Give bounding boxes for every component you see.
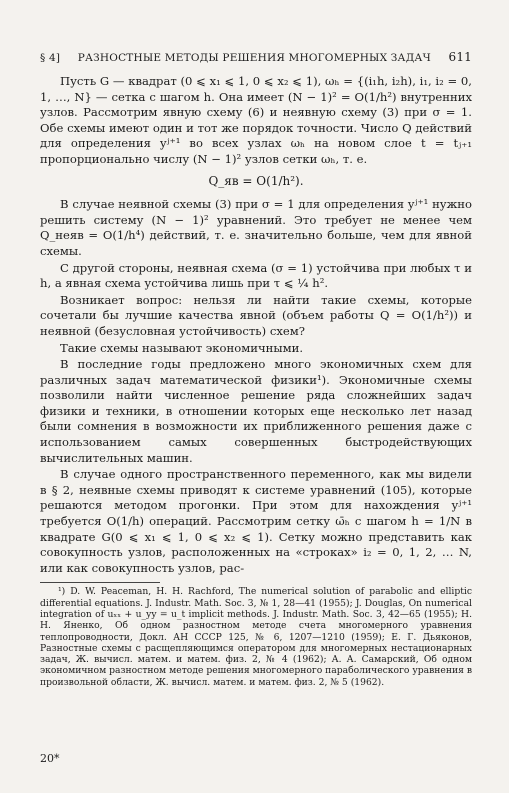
section-mark: § 4] xyxy=(40,52,61,64)
running-title: РАЗНОСТНЫЕ МЕТОДЫ РЕШЕНИЯ МНОГОМЕРНЫХ ЗАДАЧ xyxy=(77,52,431,64)
footnote: ¹) D. W. Peaceman, H. H. Rachford, The numerical solution of parabolic and elliptic differential equations. J. Industr. Math. Soc. 3, № 1, 28—41 (1955); J. Douglas, On numerical integration of uₓₓ + u_yy = u_t implicit methods. J. Industr. Math. Soc. 3, 42—65 (1955); Н. Н. Яненко, Об одном разностном методе счета многомерного уравнения теплопроводности, Докл. АН СССР 125, № 6, 1207—1210 (1959); Е. Г. Дьяконов, Разностные схемы с расщепляющимся оператором для многомерных нестационарных задач, Ж. вычисл. матем. и матем. физ. 2, № 4 (1962); А. А. Самарский, Об одном экономичном разностном методе решения многомерного параболического уравнения в произвольной области, Ж. вычисл. матем. и матем. физ. 2, № 5 (1962). xyxy=(40,586,472,688)
paragraph: Возникает вопрос: нельзя ли найти такие схемы, которые сочетали бы лучшие качества явной (объем работы Q = O(1/h²)) и неявной (безусловная устойчивость) схем? xyxy=(40,292,472,338)
running-header xyxy=(40,50,472,64)
signature-mark: 20* xyxy=(40,752,60,765)
paragraph: В последние годы предложено много экономичных схем для различных задач математической физики¹). Экономичные схемы позволили найти численное решение ряда сложнейших задач физики и техники, в отношении которых еще несколько лет назад были сомнения в возможности их приближенного решения даже с использованием самых совершенных быстродействующих вычислительных машин. xyxy=(40,357,472,465)
main-text xyxy=(40,74,472,688)
paragraph: С другой стороны, неявная схема (σ = 1) устойчива при любых τ и h, а явная схема устойчива лишь при τ ⩽ ¼ h². xyxy=(40,260,472,291)
paragraph: Пусть G — квадрат (0 ⩽ x₁ ⩽ 1, 0 ⩽ x₂ ⩽ 1), ωₕ = {(i₁h, i₂h), i₁, i₂ = 0, 1, …, N} — сетка с шагом h. Она имеет (N − 1)² = O(1/h²) внутренних узлов. Рассмотрим явную схему (6) и неявную схему (3) при σ = 1. Обе схемы имеют один и тот же порядок точности. Число Q действий для определения yʲ⁺¹ во всех узлах ωₕ на новом слое t = tⱼ₊₁ пропорционально числу (N − 1)² узлов сетки ωₕ, т. е. xyxy=(40,74,472,166)
formula-q-explicit: Q_яв = O(1/h²). xyxy=(208,173,304,188)
footnote-rule xyxy=(40,582,160,583)
footnotes xyxy=(40,582,472,688)
paragraph: В случае одного пространственного переменного, как мы видели в § 2, неявные схемы приводят к системе уравнений (105), которые решаются методом прогонки. При этом для нахождения yʲ⁺¹ требуется O(1/h) операций. Рассмотрим сетку ω̄ₕ с шагом h = 1/N в квадрате G(0 ⩽ x₁ ⩽ 1, 0 ⩽ x₂ ⩽ 1). Сетку можно представить как совокупность узлов, расположенных на «строках» i₂ = 0, 1, 2, … N, или как совокупность узлов, рас- xyxy=(40,467,472,575)
paragraph: Такие схемы называют экономичными. xyxy=(60,340,304,355)
paragraph: В случае неявной схемы (3) при σ = 1 для определения yʲ⁺¹ нужно решить систему (N − 1)² уравнений. Это требует не менее чем Q_неяв = O(1/h⁴) действий, т. е. значительно больше, чем для явной схемы. xyxy=(40,197,472,258)
page-number: 611 xyxy=(448,50,472,64)
